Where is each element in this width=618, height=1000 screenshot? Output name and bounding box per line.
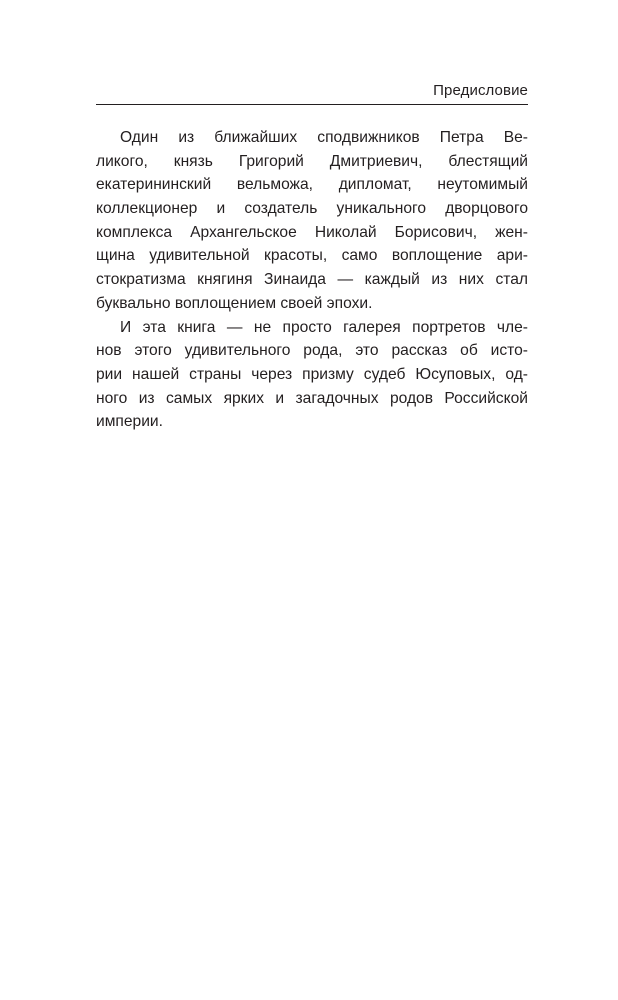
text-line: нов этого удивительного рода, это рассказ об исто- xyxy=(96,342,528,360)
text-line: коллекционер и создатель уникального дворцового xyxy=(96,200,528,218)
text-line: екатерининский вельможа, дипломат, неутомимый xyxy=(96,176,528,194)
text-line: империи. xyxy=(96,413,163,431)
text-line: ного из самых ярких и загадочных родов Российской xyxy=(96,389,528,407)
text-line: буквально воплощением своей эпохи. xyxy=(96,294,373,312)
chapter-title: Предисловие xyxy=(433,82,528,99)
text-line: рии нашей страны через призму судеб Юсуповых, од- xyxy=(96,365,528,383)
header-divider xyxy=(96,104,528,105)
paragraph-2 xyxy=(96,316,528,434)
text-line: стократизма княгиня Зинаида — каждый из них стал xyxy=(96,271,528,289)
running-header xyxy=(96,80,528,104)
text-line: комплекса Архангельское Николай Борисович, жен- xyxy=(96,223,528,241)
text-line: щина удивительной красоты, само воплощение ари- xyxy=(96,247,528,265)
text-line: ликого, князь Григорий Дмитриевич, блестящий xyxy=(96,152,528,170)
body-text xyxy=(96,126,528,434)
paragraph-1 xyxy=(96,126,528,316)
text-line: Один из ближайших сподвижников Петра Ве- xyxy=(120,129,528,146)
text-line: И эта книга — не просто галерея портретов чле- xyxy=(120,318,528,336)
